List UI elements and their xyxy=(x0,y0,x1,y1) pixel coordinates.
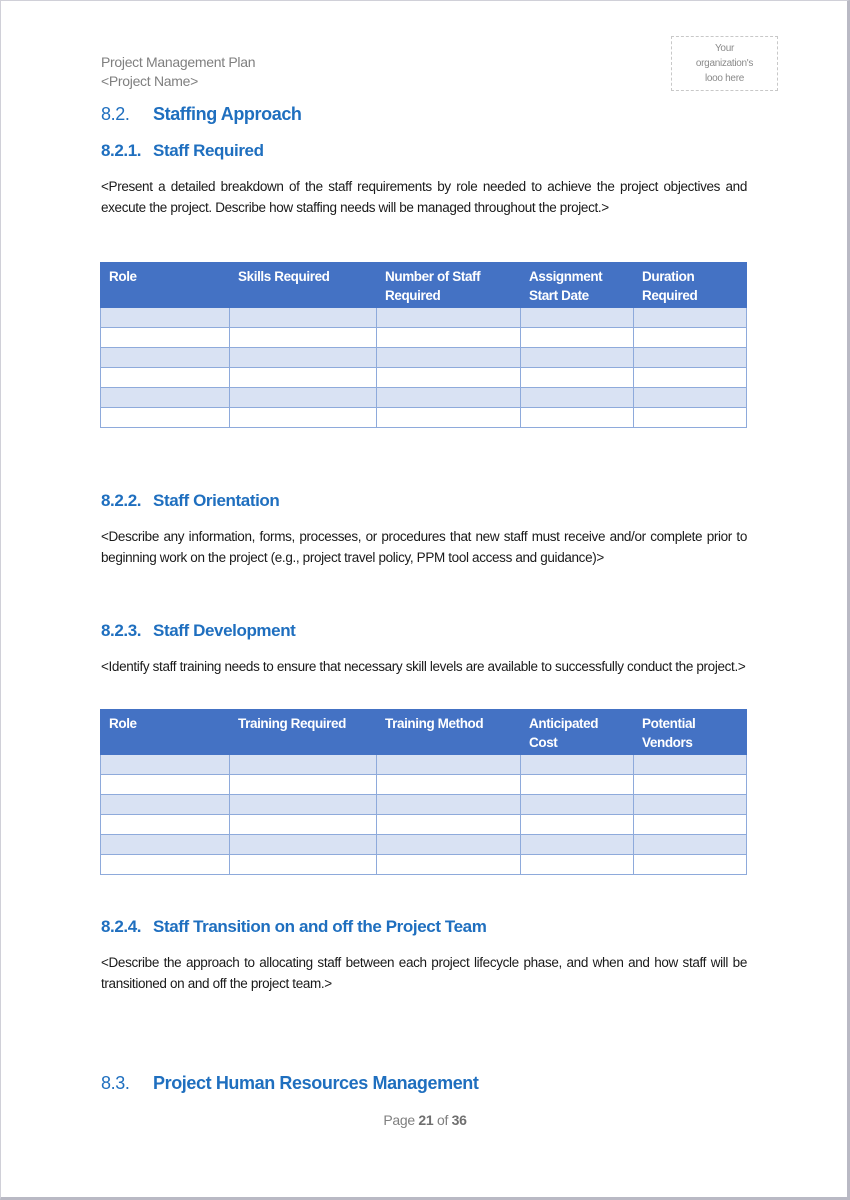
table-cell[interactable] xyxy=(101,368,230,388)
column-header-number-of-staff: Number of Staff Required xyxy=(377,263,521,308)
table-cell[interactable] xyxy=(377,368,521,388)
table-cell[interactable] xyxy=(230,855,377,875)
table-cell[interactable] xyxy=(377,328,521,348)
logo-text-line: looo here xyxy=(704,73,744,84)
staff-required-description: <Present a detailed breakdown of the staff requirements by role needed to achieve the project objectives and execute the project. Describe how staffing needs will be managed throughout the project.> xyxy=(101,179,747,215)
column-header-role: Role xyxy=(101,263,230,308)
table-row xyxy=(101,368,747,388)
table-cell[interactable] xyxy=(101,348,230,368)
column-header-duration-required: Duration Required xyxy=(634,263,747,308)
page-label: Page xyxy=(383,1112,415,1128)
table-cell[interactable] xyxy=(230,348,377,368)
heading-staff-development xyxy=(101,621,295,641)
table-cell[interactable] xyxy=(521,755,634,775)
table-cell[interactable] xyxy=(521,815,634,835)
section-number: 8.2. xyxy=(101,104,130,124)
document-title: Project Management Plan xyxy=(101,54,256,70)
table-cell[interactable] xyxy=(101,328,230,348)
table-cell[interactable] xyxy=(521,775,634,795)
column-header-assignment-start-date: Assignment Start Date xyxy=(521,263,634,308)
table-cell[interactable] xyxy=(230,388,377,408)
table-cell[interactable] xyxy=(230,815,377,835)
table-cell[interactable] xyxy=(101,775,230,795)
table-cell[interactable] xyxy=(230,835,377,855)
table-cell[interactable] xyxy=(230,408,377,428)
page-footer xyxy=(0,1112,850,1128)
heading-staff-required xyxy=(101,141,264,161)
section-number: 8.2.2. xyxy=(101,491,142,510)
staff-required-table xyxy=(100,262,747,428)
table-cell[interactable] xyxy=(230,328,377,348)
section-title: Staffing Approach xyxy=(153,104,302,124)
column-header-role: Role xyxy=(101,710,230,755)
table-cell[interactable] xyxy=(521,368,634,388)
column-header-potential-vendors: Potential Vendors xyxy=(634,710,747,755)
table-cell[interactable] xyxy=(521,328,634,348)
table-cell[interactable] xyxy=(230,795,377,815)
table-cell[interactable] xyxy=(377,408,521,428)
logo-placeholder xyxy=(671,36,778,91)
table-cell[interactable] xyxy=(230,368,377,388)
table-row xyxy=(101,815,747,835)
table-cell[interactable] xyxy=(377,855,521,875)
table-cell[interactable] xyxy=(634,835,747,855)
table-cell[interactable] xyxy=(634,388,747,408)
section-number: 8.2.3. xyxy=(101,621,142,640)
table-cell[interactable] xyxy=(377,348,521,368)
table-cell[interactable] xyxy=(634,348,747,368)
logo-text-line: organization's xyxy=(695,58,754,69)
heading-project-hr-management xyxy=(101,1073,479,1094)
table-header-row xyxy=(101,710,747,755)
table-cell[interactable] xyxy=(377,835,521,855)
table-cell[interactable] xyxy=(521,408,634,428)
table-cell[interactable] xyxy=(101,408,230,428)
table-cell[interactable] xyxy=(101,815,230,835)
table-cell[interactable] xyxy=(521,835,634,855)
table-cell[interactable] xyxy=(101,855,230,875)
table-cell[interactable] xyxy=(101,755,230,775)
section-title: Project Human Resources Management xyxy=(153,1073,479,1093)
table-row xyxy=(101,775,747,795)
table-cell[interactable] xyxy=(634,795,747,815)
table-cell[interactable] xyxy=(634,308,747,328)
heading-staff-transition xyxy=(101,917,486,937)
column-header-training-method: Training Method xyxy=(377,710,521,755)
column-header-skills-required: Skills Required xyxy=(230,263,377,308)
staff-development-description: <Identify staff training needs to ensure that necessary skill levels are available to successfully conduct the project.> xyxy=(101,659,746,674)
table-cell[interactable] xyxy=(634,755,747,775)
section-title: Staff Required xyxy=(153,141,264,160)
total-pages: 36 xyxy=(451,1112,467,1128)
section-number: 8.2.4. xyxy=(101,917,142,936)
table-cell[interactable] xyxy=(521,855,634,875)
table-cell[interactable] xyxy=(521,795,634,815)
table-cell[interactable] xyxy=(634,775,747,795)
table-cell[interactable] xyxy=(521,348,634,368)
table-row xyxy=(101,855,747,875)
table-cell[interactable] xyxy=(230,775,377,795)
column-header-anticipated-cost: Anticipated Cost xyxy=(521,710,634,755)
section-title: Staff Transition on and off the Project Team xyxy=(153,917,487,936)
table-cell[interactable] xyxy=(521,388,634,408)
section-number: 8.2.1. xyxy=(101,141,142,160)
table-cell[interactable] xyxy=(377,755,521,775)
table-cell[interactable] xyxy=(230,308,377,328)
column-header-training-required: Training Required xyxy=(230,710,377,755)
of-label: of xyxy=(437,1112,449,1128)
table-header-row xyxy=(101,263,747,308)
table-cell[interactable] xyxy=(377,815,521,835)
current-page-number: 21 xyxy=(418,1112,434,1128)
staff-orientation-description: <Describe any information, forms, processes, or procedures that new staff must receive and/or complete prior to beginning work on the project (e.g., project travel policy, PPM tool access and guidance)> xyxy=(101,529,747,565)
heading-staff-orientation xyxy=(101,491,279,511)
table-cell[interactable] xyxy=(521,308,634,328)
table-cell[interactable] xyxy=(377,795,521,815)
table-cell[interactable] xyxy=(634,855,747,875)
project-name: <Project Name> xyxy=(101,73,198,89)
table-row xyxy=(101,388,747,408)
table-cell[interactable] xyxy=(377,775,521,795)
section-title: Staff Development xyxy=(153,621,296,640)
table-row xyxy=(101,408,747,428)
heading-staffing-approach xyxy=(101,104,302,125)
table-cell[interactable] xyxy=(634,368,747,388)
table-cell[interactable] xyxy=(634,815,747,835)
table-row xyxy=(101,795,747,815)
section-number: 8.3. xyxy=(101,1073,130,1093)
table-row xyxy=(101,308,747,328)
staff-development-table xyxy=(100,709,747,875)
table-cell[interactable] xyxy=(634,328,747,348)
table-cell[interactable] xyxy=(377,388,521,408)
table-cell[interactable] xyxy=(377,308,521,328)
section-title: Staff Orientation xyxy=(153,491,280,510)
table-row xyxy=(101,755,747,775)
staff-transition-description: <Describe the approach to allocating staff between each project lifecycle phase, and when and how staff will be transitioned on and off the project team.> xyxy=(101,955,747,991)
table-cell[interactable] xyxy=(634,408,747,428)
table-cell[interactable] xyxy=(101,308,230,328)
table-cell[interactable] xyxy=(101,835,230,855)
table-cell[interactable] xyxy=(101,795,230,815)
table-cell[interactable] xyxy=(101,388,230,408)
table-row xyxy=(101,328,747,348)
page-header xyxy=(101,53,255,91)
logo-text-line: Your xyxy=(714,43,734,54)
table-row xyxy=(101,348,747,368)
table-row xyxy=(101,835,747,855)
table-cell[interactable] xyxy=(230,755,377,775)
